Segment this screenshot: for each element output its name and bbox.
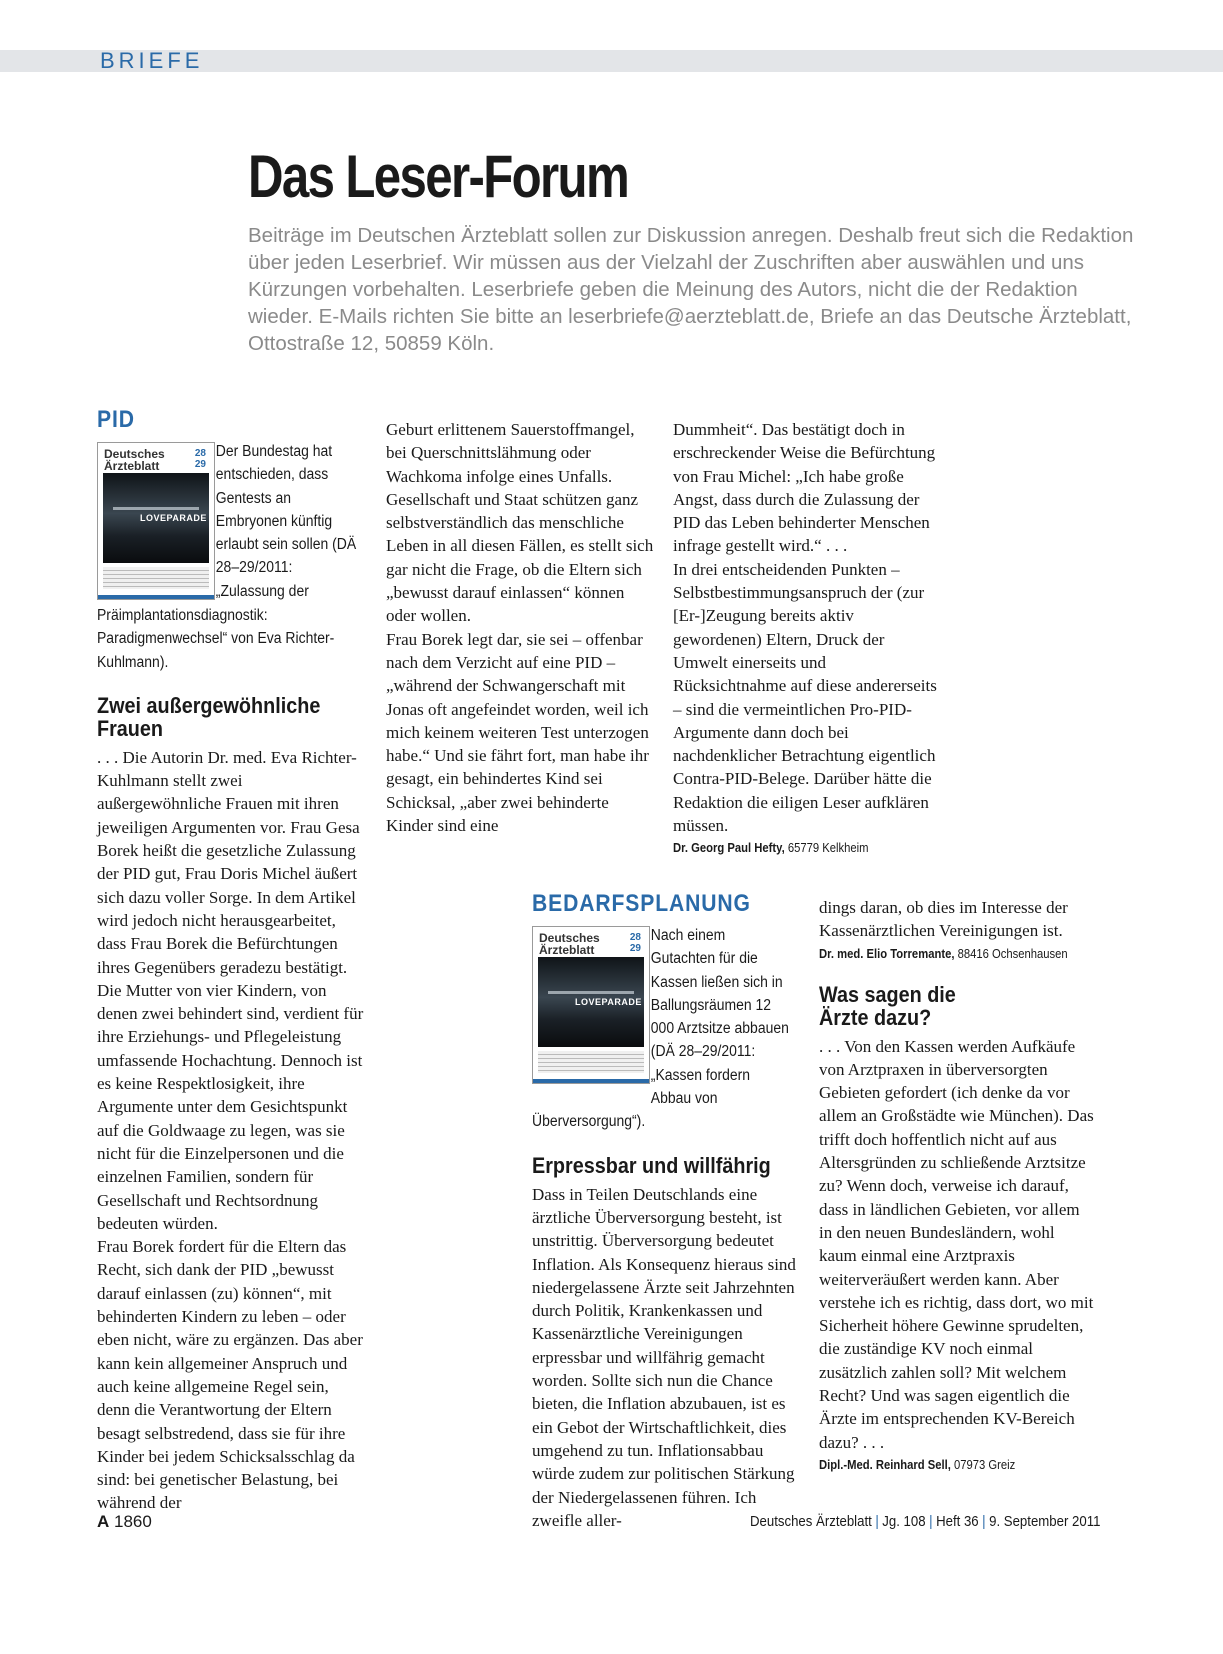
issue-number-top: 28 bbox=[194, 448, 206, 459]
bedarf-column-1 bbox=[532, 892, 807, 1532]
letter-body: Geburt erlittenem Sauerstoffmangel, bei Querschnittslähmung oder Wachkoma infolge eines Unfalls. Gesellschaft und Staat schützen ganz selbstverständlich das menschliche Leben in all diesen Fällen, es stellt sich gar nicht die Frage, ob die Eltern sich „bewusst darauf einlassen“ können oder wollen. bbox=[386, 420, 654, 626]
page-number: A 1860 bbox=[97, 1512, 152, 1531]
journal-name: Deutsches Ärzteblatt bbox=[750, 1513, 872, 1530]
section-label: BRIEFE bbox=[100, 48, 204, 73]
letter-signature: Dipl.-Med. Reinhard Sell, 07973 Greiz bbox=[819, 1457, 1016, 1472]
letter-body: . . . Von den Kassen werden Aufkäufe von Arztpraxen in überversorgten Gebieten gefordert (ich denke da vor allem an Großstädte wie München). Das trifft doch hoffentlich nicht auf aus Altersgründen zu schließende Arztsitze zu? Wenn doch, verweise ich darauf, dass in ländlichen Gebieten, vor allem in den neuen Bundesländern, wohl kaum einmal eine Arztpraxis weiterveräußert werden kann. Aber verstehe ich es richtig, dass dort, wo mit Sicherheit höhere Gewinne sprudelten, die zuständige KV noch einmal zusätzlich zahlen soll? Mit welchem Recht? Und was sagen eigentlich die Ärzte im entsprechenden KV-Bereich dazu? . . . bbox=[819, 1036, 1094, 1452]
bedarf-heading: BEDARFSPLANUNG bbox=[532, 890, 751, 917]
cover-word: LOVEPARADE bbox=[575, 997, 642, 1007]
letter-body: Frau Borek legt dar, sie sei – offenbar nach dem Verzicht auf eine PID – „während der Schwangerschaft mit Jonas oft angefeindet worden, weil ich mich keinem weiteren Test unterzogen habe.“ Und sie fährt fort, man habe ihr gesagt, ein behindertes Kind sei Schicksal, „aber zwei behinderte Kinder sind eine bbox=[386, 629, 649, 836]
issue-number-bottom: 29 bbox=[629, 943, 641, 954]
issue-number-top: 28 bbox=[629, 932, 641, 943]
letter-body: dings daran, ob dies im Interesse der Kassenärztlichen Vereinigungen ist. bbox=[819, 898, 1068, 941]
bedarf-column-2 bbox=[819, 896, 1094, 1474]
letter-title: Was sagen die Ärzte dazu? bbox=[819, 981, 956, 1030]
journal-footer: Deutsches Ärzteblatt | Jg. 108 | Heft 36 | 9. September 2011 bbox=[750, 1513, 1101, 1530]
page-title: Das Leser-Forum bbox=[248, 143, 629, 210]
pid-teaser: Der Bundestag hat entschieden, dass Gentests an Embryonen künftig erlaubt sein sollen (DÄ 28–29/2011: „Zulassung der Präimplantationsdiagnostik: Paradigmenwechsel“ von Eva Richter-Kuhlmann). bbox=[97, 443, 357, 671]
letter-signature: Dr. med. Elio Torremante, 88416 Ochsenhausen bbox=[819, 946, 1068, 961]
letter-title: Erpressbar und willfährig bbox=[532, 1152, 771, 1178]
letter-body: Frau Borek fordert für die Eltern das Recht, sich dank der PID „bewusst darauf einlassen (zu) können“, mit behinderten Kindern zu leben – oder eben nicht, wäre zu ergänzen. Das aber kann kein allgemeiner Anspruch und auch keine allgemeine Regel sein, denn die Verantwortung der Eltern besagt selbstredend, dass sie für ihre Kinder bei jedem Schicksalsschlag da sind: bei genetischer Belastung, bei während der bbox=[97, 1237, 363, 1513]
letter-body: In drei entscheidenden Punkten – Selbstbestimmungsanspruch der (zur [Er-]Zeugung bereits aktiv gewordenen) Eltern, Druck der Umwelt einerseits und Rücksichtnahme auf diese andererseits – sind die vermeintlichen Pro-PID-Argumente dann doch bei nachdenklicher Betrachtung eigentlich Contra-PID-Belege. Darüber hätte die Redaktion die eiligen Leser aufklären müssen. bbox=[673, 559, 937, 836]
journal-issue: Heft 36 bbox=[936, 1513, 979, 1530]
masthead-line2: Ärzteblatt bbox=[104, 459, 160, 473]
intro-text: Beiträge im Deutschen Ärzteblatt sollen zur Diskussion anregen. Deshalb freut sich die Redaktion über jeden Leserbrief. Wir müssen aus der Vielzahl der Zuschriften aber auswählen und uns Kürzungen vorbehalten. Leserbriefe geben die Meinung des Autors, nicht die der Redaktion wieder. E-Mails richten Sie bitte an leserbriefe@aerzteblatt.de, Briefe an das Deutsche Ärzteblatt, Ottostraße 12, 50859 Köln. bbox=[248, 224, 1134, 355]
letter-body: . . . Die Autorin Dr. med. Eva Richter-Kuhlmann stellt zwei außergewöhnliche Frauen mit ihren jeweiligen Argumenten vor. Frau Gesa Borek heißt die gesetzliche Zulassung der PID gut, Frau Doris Michel äußert sich dazu voller Sorge. In dem Artikel wird jedoch nicht herausgearbeitet, dass Frau Borek die Befürchtungen ihres Gegenübers geradezu bestätigt. Die Mutter von vier Kindern, von denen zwei behindert sind, verdient für ihre Erziehungs- und Pflegeleistung umfassende Hochachtung. Dennoch ist es keine Respektlosigkeit, ihre Argumente unter dem Gesichtspunkt auf die Goldwaage zu legen, was sie nicht für die Einzelpersonen und die einzelnen Familien, sondern für Gesellschaft und Rechtsordnung bedeuten würden. bbox=[97, 747, 364, 1233]
letter-body: Dummheit“. Das bestätigt doch in erschreckender Weise die Befürchtung von Frau Michel: „Ich habe große Angst, dass durch die Zulassung der PID das Leben behinderter Menschen infrage gestellt wird.“ . . . bbox=[673, 420, 936, 556]
journal-volume: Jg. 108 bbox=[882, 1513, 926, 1530]
cover-word: LOVEPARADE bbox=[140, 513, 207, 523]
pid-column-3 bbox=[673, 418, 943, 857]
masthead-line2: Ärzteblatt bbox=[539, 943, 595, 957]
letter-signature: Dr. Georg Paul Hefty, 65779 Kelkheim bbox=[673, 841, 869, 856]
journal-date: 9. September 2011 bbox=[989, 1513, 1101, 1530]
pid-heading: PID bbox=[97, 406, 135, 433]
masthead-line1: Deutsches bbox=[104, 447, 165, 461]
letter-body: Dass in Teilen Deutschlands eine ärztliche Überversorgung besteht, ist unstrittig. Überversorgung bedeutet Inflation. Als Konsequenz hieraus sind niedergelassene Ärzte seit Jahrzehnten durch Politik, Krankenkassen und Kassenärztliche Vereinigungen erpressbar und willfährig gemacht worden. Sollte sich nun die Chance bieten, die Inflation abzubauen, ist es ein Gebot der Wirtschaftlichkeit, dies umgehend zu tun. Inflationsabbau würde zudem zur politischen Stärkung der Niedergelassenen führen. Ich zweifle aller- bbox=[532, 1184, 796, 1530]
pid-column-2 bbox=[386, 418, 654, 837]
pid-column-1 bbox=[97, 408, 365, 1515]
letter-title: Zwei außergewöhnliche Frauen bbox=[97, 692, 321, 741]
bedarf-teaser: Nach einem Gutachten für die Kassen ließen sich in Ballungsräumen 12 000 Arztsitze abbauen (DÄ 28–29/2011: „Kassen fordern Abbau von Überversorgung“). bbox=[532, 927, 789, 1131]
issue-number-bottom: 29 bbox=[194, 459, 206, 470]
masthead-line1: Deutsches bbox=[539, 931, 600, 945]
